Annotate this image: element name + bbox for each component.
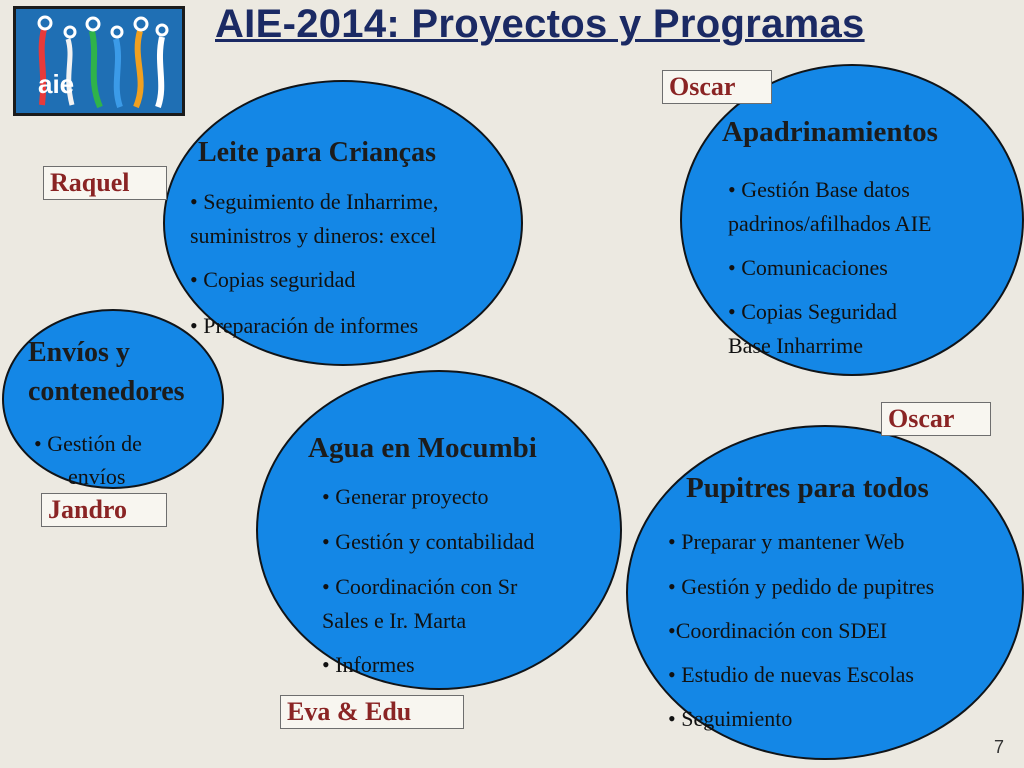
aie-logo-icon: [16, 9, 182, 113]
envios-bullet-1: • Gestión de: [34, 431, 142, 456]
envios-title-line1: Envíos y: [28, 337, 130, 368]
leite-bullet-2: • Copias seguridad: [190, 267, 356, 292]
agua-bullet-3-cont: Sales e Ir. Marta: [322, 608, 467, 633]
leite-title: Leite para Crianças: [198, 137, 436, 168]
pupitres-bullet-5: • Seguimiento: [668, 706, 793, 731]
agua-bullet-2: • Gestión y contabilidad: [322, 529, 535, 554]
aie-logo: [13, 6, 185, 116]
leite-bullet-1-cont: suministros y dineros: excel: [190, 223, 437, 248]
logo-text: aie: [38, 69, 75, 99]
agua-bullet-4: • Informes: [322, 652, 415, 677]
apadrinamientos-bullet-3-cont: Base Inharrime: [728, 333, 863, 358]
person-label-oscar-bottom: Oscar: [881, 402, 991, 436]
person-label-jandro: Jandro: [41, 493, 167, 527]
agua-title: Agua en Mocumbi: [308, 432, 537, 464]
apadrinamientos-bullet-2: • Comunicaciones: [728, 255, 888, 280]
person-label-oscar-top: Oscar: [662, 70, 772, 104]
slide-title: AIE-2014: Proyectos y Programas: [215, 2, 865, 46]
page-number: 7: [993, 737, 1004, 757]
envios-title-line2: contenedores: [28, 376, 185, 407]
agua-bullet-3: • Coordinación con Sr: [322, 574, 518, 599]
apadrinamientos-title: Apadrinamientos: [722, 116, 938, 148]
apadrinamientos-bullet-1: • Gestión Base datos: [728, 177, 910, 202]
apadrinamientos-bullet-3: • Copias Seguridad: [728, 299, 898, 324]
envios-bullet-1-cont: envíos: [68, 464, 126, 489]
pupitres-title: Pupitres para todos: [686, 472, 929, 504]
pupitres-bullet-2: • Gestión y pedido de pupitres: [668, 574, 935, 599]
pupitres-bullet-1: • Preparar y mantener Web: [668, 529, 905, 554]
apadrinamientos-bullet-1-cont: padrinos/afilhados AIE: [728, 211, 932, 236]
agua-bullet-1: • Generar proyecto: [322, 484, 489, 509]
pupitres-bullet-4: • Estudio de nuevas Escolas: [668, 662, 914, 687]
person-label-raquel: Raquel: [43, 166, 167, 200]
person-label-eva-edu: Eva & Edu: [280, 695, 464, 729]
pupitres-bullet-3: •Coordinación con SDEI: [668, 618, 888, 643]
leite-bullet-3: • Preparación de informes: [190, 313, 419, 338]
leite-bullet-1: • Seguimiento de Inharrime,: [190, 189, 439, 214]
